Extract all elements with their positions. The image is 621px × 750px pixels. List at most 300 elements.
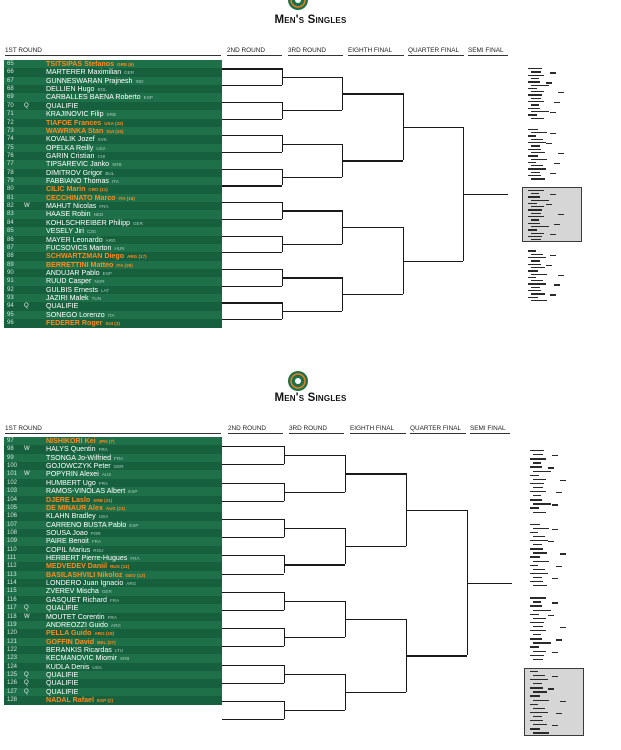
- player-name-cell: [46, 177, 119, 185]
- player-nationality: ESP: [129, 522, 139, 528]
- player-name-cell: [46, 579, 136, 587]
- player-name: ANDREOZZI Guido: [46, 620, 108, 629]
- header-round-2: 2ND ROUND: [227, 47, 282, 56]
- player-name-cell: [46, 504, 125, 512]
- bracket-line: [282, 277, 342, 278]
- bracket-line: [284, 637, 345, 638]
- player-name-cell: [46, 529, 101, 537]
- player-name: COPIL Marius: [46, 545, 91, 554]
- bracket-line: [282, 244, 342, 245]
- header-quarter-final: QUARTER FINAL: [408, 47, 464, 56]
- header-round-3: 3RD ROUND: [289, 425, 344, 434]
- player-name: SCHWARTZMAN Diego: [46, 252, 125, 261]
- player-name: GUNNESWARAN Prajnesh: [46, 76, 133, 85]
- player-name: FUCSOVICS Marton: [46, 243, 112, 252]
- player-name-cell: [46, 671, 81, 679]
- player-row: [4, 219, 222, 227]
- player-name: MAHUT Nicolas: [46, 202, 97, 211]
- player-name: KOHLSCHREIBER Philipp: [46, 218, 130, 227]
- bracket-line: [282, 177, 342, 178]
- draw-position: 85: [7, 228, 14, 235]
- overview-line: [533, 487, 543, 488]
- draw-position: 123: [7, 655, 18, 662]
- player-row: [4, 244, 222, 252]
- overview-line: [531, 274, 547, 275]
- overview-line: [531, 159, 547, 160]
- bracket-line: [222, 102, 282, 103]
- draw-position: 83: [7, 211, 14, 218]
- draw-position: 84: [7, 219, 14, 226]
- overview-line: [528, 162, 536, 163]
- player-row: [4, 562, 222, 570]
- player-row: [4, 512, 222, 520]
- overview-line: [556, 492, 562, 493]
- player-name: GOFFIN David: [46, 637, 95, 646]
- player-nationality: ESP: [128, 489, 138, 495]
- player-nationality: CZE: [86, 229, 97, 235]
- overview-line: [531, 293, 545, 294]
- draw-position: 70: [7, 102, 14, 109]
- overview-line: [558, 92, 564, 93]
- overview-line: [560, 627, 566, 628]
- bracket-line: [345, 619, 406, 620]
- overview-line: [550, 294, 556, 295]
- overview-line: [528, 223, 540, 224]
- player-name-cell: [46, 663, 102, 671]
- overview-line: [530, 622, 544, 623]
- player-nationality: NOR: [94, 279, 105, 285]
- bracket-line: [284, 455, 345, 456]
- draw-position: 89: [7, 261, 14, 268]
- draw-position: 128: [7, 697, 18, 704]
- overview-line: [533, 634, 541, 635]
- player-name-cell: [46, 236, 116, 244]
- player-row: [4, 127, 222, 135]
- overview-line: [528, 114, 537, 115]
- player-row: [4, 119, 222, 127]
- player-name-cell: [46, 512, 108, 520]
- bracket-line: [222, 236, 282, 237]
- player-nationality: USA: [96, 145, 106, 151]
- overview-line: [528, 108, 540, 109]
- player-name-cell: [46, 537, 101, 545]
- player-nationality: SRB: [106, 112, 116, 118]
- overview-line: [533, 691, 547, 692]
- player-row: [4, 319, 222, 327]
- player-row: [4, 236, 222, 244]
- overview-line: [533, 610, 551, 611]
- overview-line: [533, 675, 545, 676]
- player-name-cell: [46, 319, 120, 327]
- player-name: RUUD Casper: [46, 277, 92, 286]
- overview-line: [528, 290, 541, 291]
- overview-line: [531, 91, 544, 92]
- player-row: [4, 294, 222, 302]
- overview-line: [531, 132, 547, 133]
- player-name: POPYRIN Alexei: [46, 470, 99, 479]
- draw-position: 114: [7, 580, 17, 587]
- overview-line: [530, 679, 548, 680]
- overview-line: [528, 142, 546, 143]
- player-row: [4, 554, 222, 562]
- player-nationality: JPN (7): [98, 439, 115, 444]
- overview-line: [533, 569, 545, 570]
- player-name: FEDERER Roger: [46, 319, 103, 328]
- player-row: [4, 604, 222, 612]
- player-name: DIMITROV Grigor: [46, 168, 103, 177]
- player-name: SOUSA Joao: [46, 528, 88, 537]
- bracket-line: [284, 564, 345, 565]
- overview-line: [531, 104, 539, 105]
- overview-line: [533, 528, 549, 529]
- player-name-cell: [46, 454, 123, 462]
- draw-section-1: [0, 0, 621, 370]
- draw-position: 100: [7, 463, 18, 470]
- overview-line: [530, 532, 538, 533]
- overview-line: [533, 716, 542, 717]
- player-name-cell: [46, 487, 137, 495]
- player-name-cell: [46, 629, 114, 637]
- overview-line: [552, 602, 558, 603]
- overview-line: [530, 704, 538, 705]
- player-name-cell: [46, 562, 129, 570]
- draw-position: 96: [7, 320, 14, 327]
- overview-line: [550, 255, 556, 256]
- overview-line: [531, 165, 543, 166]
- overview-line: [528, 75, 544, 76]
- header-round-3: 3RD ROUND: [288, 47, 343, 56]
- player-name-cell: [46, 638, 116, 646]
- overview-line: [558, 153, 564, 154]
- overview-line: [546, 143, 552, 144]
- player-name-cell: [46, 521, 139, 529]
- player-row: [4, 654, 222, 662]
- draw-position: 106: [7, 513, 18, 520]
- player-nationality: SUI (3): [105, 321, 120, 327]
- player-row: [4, 596, 222, 604]
- player-name-cell: [46, 277, 105, 285]
- player-name: QUALIFIE: [46, 302, 79, 311]
- overview-line: [548, 467, 554, 468]
- overview-line: [528, 257, 546, 258]
- entry-status: W: [24, 613, 30, 620]
- player-row: [4, 261, 222, 269]
- overview-line: [530, 499, 542, 500]
- player-name: CARRENO BUSTA Pablo: [46, 520, 127, 529]
- player-row: [4, 671, 222, 679]
- draw-position: 77: [7, 161, 14, 168]
- player-nationality: ROU: [93, 547, 104, 553]
- overview-line: [531, 287, 540, 288]
- player-name-cell: [46, 210, 103, 218]
- player-row: [4, 638, 222, 646]
- player-row: [4, 194, 222, 202]
- player-name: NADAL Rafael: [46, 696, 94, 705]
- bracket-line: [284, 710, 345, 711]
- header-semi-final: SEMI FINAL: [468, 47, 508, 56]
- entry-status: Q: [24, 672, 29, 679]
- overview-line: [531, 71, 541, 72]
- bracket-line: [345, 473, 406, 474]
- player-row: [4, 646, 222, 654]
- player-row: [4, 437, 222, 445]
- player-name: HAASE Robin: [46, 210, 91, 219]
- first-round-table: [4, 60, 222, 328]
- player-name: QUALIFIE: [46, 604, 79, 613]
- player-name: GOJOWCZYK Peter: [46, 462, 111, 471]
- player-name: QUALIFIE: [46, 687, 79, 696]
- draw-position: 71: [7, 111, 14, 118]
- bracket-line: [222, 483, 284, 484]
- overview-line: [530, 458, 546, 459]
- player-row: [4, 135, 222, 143]
- draw-position: 69: [7, 94, 14, 101]
- bracket-overview-thumbnail: [524, 68, 584, 288]
- draw-position: 94: [7, 303, 14, 310]
- player-name: QUALIFIE: [46, 101, 79, 110]
- overview-line: [530, 638, 542, 639]
- player-name: PAIRE Benoit: [46, 537, 89, 546]
- overview-line: [530, 556, 540, 557]
- bracket-line: [284, 674, 345, 675]
- player-name-cell: [46, 252, 147, 260]
- overview-line: [531, 145, 540, 146]
- bracket-line: [222, 628, 284, 629]
- header-round-1: 1ST ROUND: [5, 47, 221, 56]
- player-nationality: USA (32): [104, 120, 124, 126]
- draw-position: 112: [7, 563, 17, 570]
- player-name: CECCHINATO Marco: [46, 193, 116, 202]
- draw-position: 103: [7, 488, 18, 495]
- draw-position: 66: [7, 69, 14, 76]
- overview-line: [550, 234, 556, 235]
- player-name: QUALIFIE: [46, 679, 79, 688]
- overview-line: [531, 260, 540, 261]
- overview-line: [528, 196, 540, 197]
- player-name: TIAFOE Frances: [46, 118, 102, 127]
- bracket-line: [222, 646, 284, 647]
- overview-line: [528, 250, 536, 251]
- entry-status: Q: [24, 303, 29, 310]
- player-name-cell: [46, 219, 143, 227]
- player-row: [4, 110, 222, 118]
- bracket-line: [222, 85, 282, 86]
- bracket-line: [284, 601, 345, 602]
- player-name-cell: [46, 244, 124, 252]
- overview-line: [533, 495, 541, 496]
- draw-position: 107: [7, 521, 18, 528]
- draw-position: 95: [7, 311, 14, 318]
- player-row: [4, 77, 222, 85]
- overview-line: [550, 112, 556, 113]
- overview-line: [528, 155, 538, 156]
- player-name-cell: [46, 445, 108, 453]
- draw-position: 91: [7, 278, 14, 285]
- bracket-line: [222, 537, 284, 538]
- overview-line: [528, 94, 542, 95]
- player-name-cell: [46, 604, 81, 612]
- bracket-line: [463, 194, 508, 195]
- player-nationality: BEL (27): [97, 639, 116, 645]
- header-round-1: 1ST ROUND: [5, 425, 221, 434]
- overview-line: [530, 728, 540, 729]
- player-row: [4, 521, 222, 529]
- overview-line: [530, 475, 539, 476]
- player-name: MOUTET Corentin: [46, 612, 105, 621]
- overview-line: [533, 626, 543, 627]
- player-name: TSONGA Jo-Wilfried: [46, 453, 112, 462]
- overview-line: [530, 655, 544, 656]
- bracket-line: [222, 219, 282, 220]
- player-name-cell: [46, 135, 107, 143]
- player-row: [4, 537, 222, 545]
- overview-line: [530, 491, 546, 492]
- player-nationality: SRB: [119, 656, 130, 662]
- header-quarter-final: QUARTER FINAL: [410, 425, 466, 434]
- overview-line: [533, 552, 547, 553]
- player-nationality: CRO (11): [88, 187, 108, 193]
- player-name-cell: [46, 144, 106, 152]
- entry-status: W: [24, 446, 30, 453]
- player-nationality: ITA (16): [118, 195, 135, 201]
- overview-line: [531, 267, 545, 268]
- draw-position: 117: [7, 605, 17, 612]
- player-nationality: ITA: [107, 312, 115, 318]
- bracket-line: [222, 574, 284, 575]
- draw-position: 98: [7, 446, 14, 453]
- player-name: MARTERER Maximilian: [46, 68, 122, 77]
- overview-line: [552, 578, 558, 579]
- draw-position: 75: [7, 144, 14, 151]
- player-row: [4, 579, 222, 587]
- entry-status: W: [24, 471, 30, 478]
- player-row: [4, 546, 222, 554]
- overview-line: [528, 149, 541, 150]
- overview-line: [533, 659, 543, 660]
- draw-position: 101: [7, 471, 18, 478]
- player-name: VESELY Jiri: [46, 227, 84, 236]
- bracket-line: [282, 110, 342, 111]
- overview-line: [533, 601, 541, 602]
- bracket-line: [222, 501, 284, 502]
- overview-line: [552, 676, 558, 677]
- overview-line: [560, 480, 566, 481]
- overview-line: [528, 68, 542, 69]
- overview-line: [530, 695, 540, 696]
- player-name: KUDLA Denis: [46, 662, 90, 671]
- player-row: [4, 102, 222, 110]
- bracket-line: [222, 252, 282, 253]
- overview-line: [531, 239, 541, 240]
- overview-line: [528, 283, 546, 284]
- overview-line: [530, 450, 544, 451]
- bracket-line: [222, 269, 282, 270]
- overview-line: [554, 163, 560, 164]
- overview-line: [533, 577, 542, 578]
- player-name-cell: [46, 286, 109, 294]
- overview-line: [546, 82, 552, 83]
- player-name: KLAHN Bradley: [46, 512, 96, 521]
- player-nationality: USA: [98, 514, 109, 520]
- overview-line: [533, 651, 546, 652]
- player-row: [4, 587, 222, 595]
- overview-line: [528, 209, 542, 210]
- header-round-2: 2ND ROUND: [228, 425, 283, 434]
- overview-line: [531, 233, 544, 234]
- overview-line: [531, 111, 549, 112]
- header-eighth-final: EIGHTH FINAL: [348, 47, 404, 56]
- overview-line: [533, 683, 542, 684]
- overview-line: [560, 553, 566, 554]
- player-name-cell: [46, 587, 112, 595]
- player-row: [4, 496, 222, 504]
- overview-line: [530, 712, 548, 713]
- bracket-line: [222, 169, 282, 170]
- player-name-cell: [46, 696, 113, 704]
- draw-position: 119: [7, 621, 17, 628]
- player-name: BASILASHVILI Nikoloz: [46, 570, 123, 579]
- bracket-line: [342, 227, 403, 228]
- overview-line: [552, 504, 558, 505]
- player-nationality: ESP: [102, 270, 112, 276]
- draw-position: 97: [7, 438, 14, 444]
- overview-line: [531, 152, 545, 153]
- draw-position: 108: [7, 529, 18, 536]
- bracket-line: [222, 464, 284, 465]
- bracket-line: [282, 210, 342, 211]
- player-row: [4, 311, 222, 319]
- bracket-line: [345, 546, 406, 547]
- draw-title: Men's Singles: [274, 14, 347, 26]
- overview-line: [533, 732, 549, 733]
- overview-line: [528, 297, 538, 298]
- bracket-line: [406, 655, 467, 656]
- player-row: [4, 93, 222, 101]
- bracket-line: [222, 555, 284, 556]
- player-name-cell: [46, 127, 123, 135]
- bracket-line: [342, 93, 403, 94]
- overview-line: [531, 300, 547, 301]
- player-nationality: GER: [124, 70, 135, 76]
- overview-line: [528, 129, 538, 130]
- player-name: ANDUJAR Pablo: [46, 268, 100, 277]
- player-row: [4, 302, 222, 310]
- player-name-cell: [46, 613, 117, 621]
- player-nationality: FRA: [99, 204, 109, 210]
- player-nationality: AUS (21): [105, 505, 126, 511]
- overview-line: [528, 277, 536, 278]
- player-nationality: ESP (2): [96, 698, 113, 704]
- player-name-cell: [46, 646, 123, 654]
- player-name-cell: [46, 470, 111, 478]
- player-row: [4, 160, 222, 168]
- player-row: [4, 202, 222, 210]
- bracket-line: [345, 692, 406, 693]
- bracket-line: [222, 683, 284, 684]
- player-name-cell: [46, 302, 81, 310]
- player-name: MEDVEDEV Daniil: [46, 562, 108, 571]
- draw-position: 87: [7, 244, 14, 251]
- roland-garros-logo-icon: [287, 370, 309, 392]
- player-name: QUALIFIE: [46, 671, 79, 680]
- player-name-cell: [46, 93, 153, 101]
- draw-position: 82: [7, 203, 14, 210]
- player-nationality: HUN: [114, 245, 125, 251]
- player-row: [4, 177, 222, 185]
- player-name: BERANKIS Ricardas: [46, 645, 112, 654]
- overview-line: [531, 226, 549, 227]
- bracket-line: [282, 311, 342, 312]
